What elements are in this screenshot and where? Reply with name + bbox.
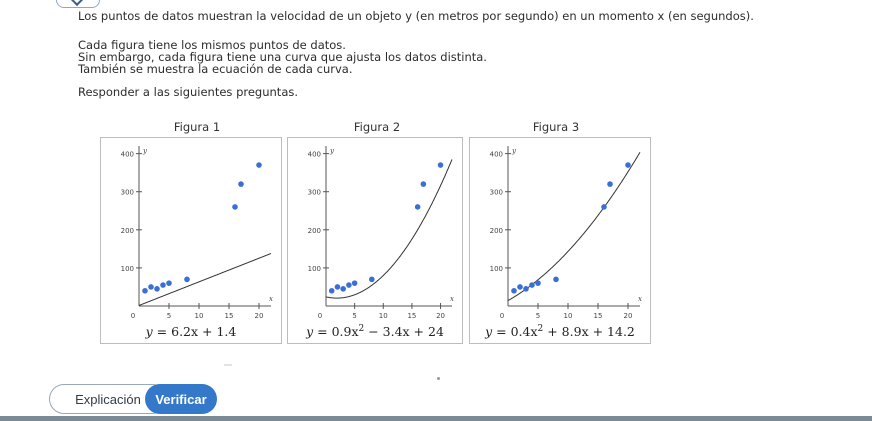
data-point (535, 280, 541, 286)
y-tick-label: 100 (489, 264, 503, 273)
check-button[interactable]: Verificar (145, 384, 217, 414)
y-tick-label: 200 (120, 226, 134, 235)
figure-3-plot (470, 138, 652, 318)
figure-1-equation: y = 6.2x + 1.4 (145, 324, 237, 339)
figure-1-plot (101, 138, 283, 318)
divider-mark (224, 364, 232, 366)
data-point (154, 286, 160, 292)
data-point (346, 282, 352, 288)
y-tick-label: 200 (307, 226, 321, 235)
intro-text: Los puntos de datos muestran la velocidad de un objeto y (en metros por segundo) en un momento x (en segundos). (78, 9, 754, 23)
x-tick-label: 0 (317, 312, 323, 318)
y-axis-label: y (330, 147, 334, 155)
separator-dot (437, 377, 440, 380)
x-tick-label: 15 (593, 312, 603, 318)
chevron-down-icon (70, 0, 84, 6)
figure-2-panel (287, 137, 463, 344)
fit-curve (326, 159, 452, 298)
figure-2-plot (288, 138, 464, 318)
collapse-tab[interactable] (56, 0, 100, 8)
figure-2-equation: $y = 0.9x^2 - 3.4x + 24$ (306, 323, 444, 339)
data-point (625, 162, 631, 168)
y-axis-label: y (512, 147, 516, 155)
x-tick-label: 5 (535, 312, 541, 318)
figure-3-equation: $y = 0.4x^2 + 8.9x + 14.2$ (485, 323, 635, 339)
data-point (142, 288, 148, 294)
data-point (148, 284, 154, 290)
different-fit-text: Sin embargo, cada figura tiene una curva que ajusta los datos distinta. (78, 50, 487, 64)
data-point (601, 204, 607, 210)
y-tick-label: 100 (120, 264, 134, 273)
figure-1-panel (100, 137, 282, 344)
y-tick-label: 300 (307, 188, 321, 197)
data-point (438, 162, 444, 168)
data-point (335, 284, 341, 290)
figure-1-title: Figura 1 (173, 120, 221, 134)
x-tick-label: 20 (436, 312, 446, 318)
x-tick-label: 5 (352, 312, 357, 318)
data-point (415, 204, 421, 210)
figure-2-title: Figura 2 (353, 120, 401, 134)
figure-3-panel (469, 137, 651, 344)
data-point (352, 280, 358, 286)
y-tick-label: 300 (489, 188, 503, 197)
x-axis-label: x (450, 295, 454, 303)
x-tick-label: 20 (623, 312, 633, 318)
data-point (421, 181, 427, 187)
data-point (329, 288, 335, 294)
x-tick-label: 0 (499, 312, 505, 318)
x-tick-label: 0 (130, 312, 136, 318)
y-tick-label: 200 (489, 226, 503, 235)
explain-button[interactable]: Explicación (49, 384, 167, 414)
x-tick-label: 15 (407, 312, 417, 318)
data-point (256, 162, 262, 168)
data-point (607, 181, 613, 187)
x-tick-label: 15 (224, 312, 234, 318)
data-point (238, 181, 244, 187)
y-tick-label: 400 (120, 150, 134, 159)
x-tick-label: 5 (166, 312, 172, 318)
answer-prompt-text: Responder a las siguientes preguntas. (78, 85, 299, 99)
y-axis-label: y (143, 147, 147, 155)
footer-bar (0, 416, 872, 421)
x-tick-label: 10 (194, 312, 204, 318)
equation-note-text: También se muestra la ecuación de cada curva. (78, 62, 353, 76)
x-tick-label: 10 (563, 312, 573, 318)
x-tick-label: 20 (254, 312, 264, 318)
x-axis-label: x (638, 295, 642, 303)
data-point (517, 284, 523, 290)
y-tick-label: 400 (307, 150, 321, 159)
x-tick-label: 10 (378, 312, 388, 318)
data-point (160, 282, 166, 288)
data-point (523, 286, 529, 292)
y-tick-label: 100 (307, 264, 321, 273)
y-tick-label: 300 (120, 188, 134, 197)
data-point (369, 277, 375, 283)
data-point (529, 282, 535, 288)
data-point (511, 288, 517, 294)
data-point (166, 280, 172, 286)
data-point (184, 277, 190, 283)
data-point (232, 204, 238, 210)
data-point (340, 286, 346, 292)
fit-curve (508, 152, 640, 300)
y-tick-label: 400 (489, 150, 503, 159)
x-axis-label: x (269, 295, 273, 303)
data-point (553, 277, 559, 283)
fit-curve (139, 254, 271, 306)
figure-3-title: Figura 3 (532, 120, 580, 134)
same-points-text: Cada figura tiene los mismos puntos de datos. (78, 38, 346, 52)
